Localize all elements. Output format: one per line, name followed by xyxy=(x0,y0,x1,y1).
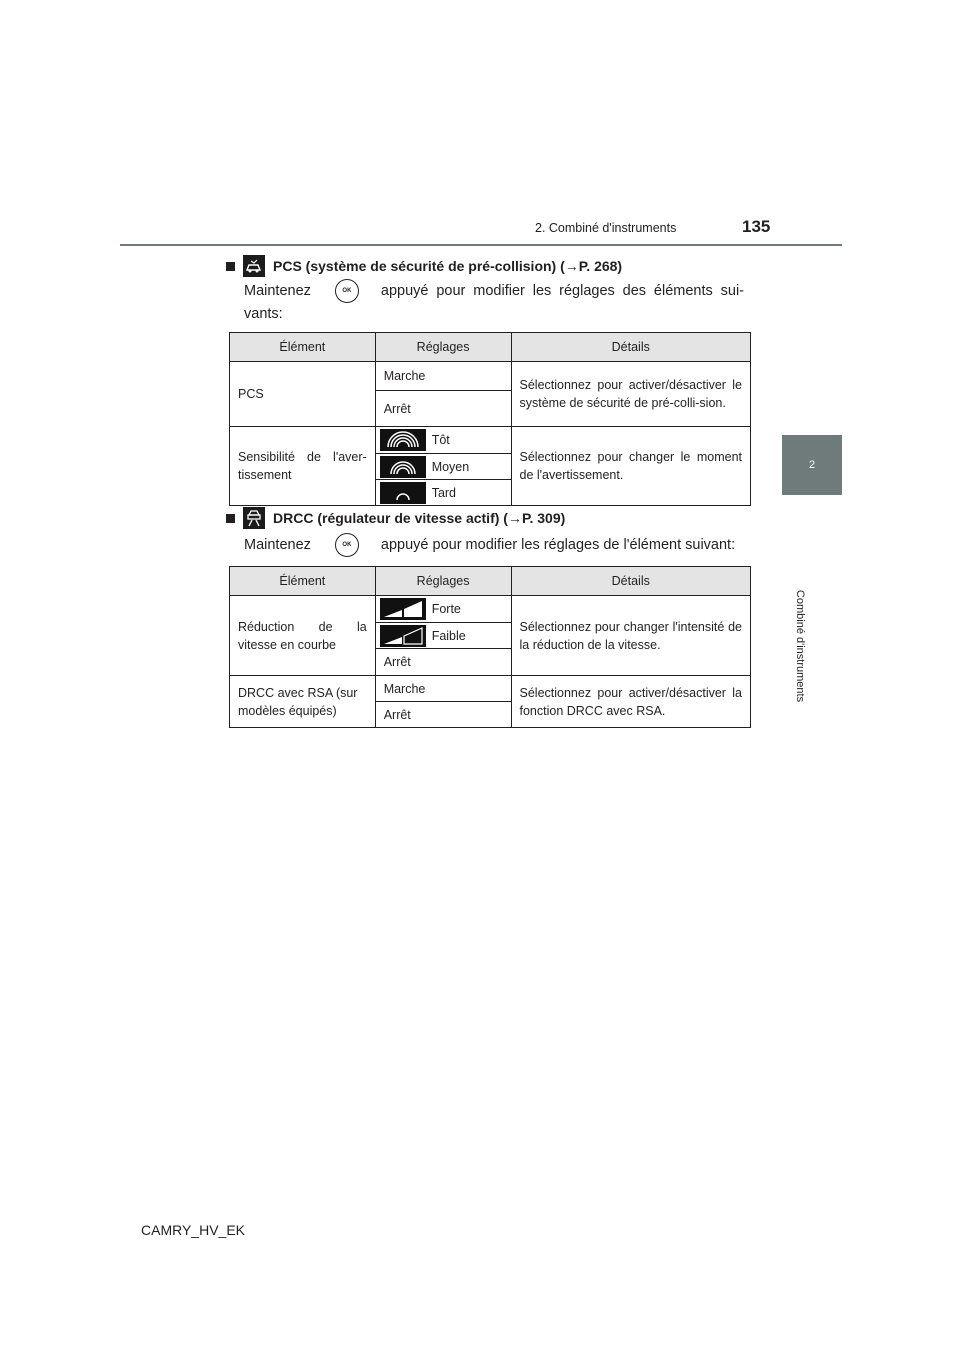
chapter-tab: 2 xyxy=(782,435,842,495)
col-header-details: Détails xyxy=(511,567,751,596)
details-pcs: Sélectionnez pour activer/désactiver le système de sécurité de pré-colli-sion. xyxy=(511,362,751,427)
header-rule xyxy=(120,244,842,246)
setting-forte-label: Forte xyxy=(431,602,461,616)
item-drcc-rsa: DRCC avec RSA (sur modèles équipés) xyxy=(230,676,376,728)
setting-forte xyxy=(375,596,511,623)
pcs-instruction xyxy=(244,279,744,325)
setting-faible xyxy=(375,623,511,649)
setting-tot-label: Tôt xyxy=(431,433,450,447)
bullet-square-icon xyxy=(226,514,235,523)
pcs-page-ref[interactable]: P. 268) xyxy=(578,258,623,274)
bullet-square-icon xyxy=(226,262,235,271)
setting-arret: Arrêt xyxy=(375,391,511,427)
item-sensibilite: Sensibilité de l'aver-tissement xyxy=(230,427,376,506)
strength-strong-icon xyxy=(380,598,426,620)
drcc-settings-table xyxy=(229,566,751,728)
drcc-car-icon xyxy=(243,507,265,529)
col-header-element: Élément xyxy=(230,567,376,596)
setting-arret: Arrêt xyxy=(375,702,511,728)
instr-rest: appuyé pour modifier les réglages des éléments sui- xyxy=(380,283,744,299)
item-pcs: PCS xyxy=(230,362,376,427)
strength-weak-icon xyxy=(380,625,426,647)
instr-cont: vants: xyxy=(244,306,283,322)
col-header-element: Élément xyxy=(230,333,376,362)
setting-tard-label: Tard xyxy=(431,485,457,500)
setting-tard xyxy=(375,480,511,506)
ok-button-icon: OK xyxy=(335,533,359,557)
setting-marche: Marche xyxy=(375,362,511,391)
pcs-heading xyxy=(226,255,622,277)
instr-rest: appuyé pour modifier les réglages de l'élément suivant: xyxy=(380,537,736,553)
setting-moyen xyxy=(375,454,511,480)
arrow-icon: → xyxy=(564,258,579,274)
setting-faible-label: Faible xyxy=(431,628,466,643)
pcs-car-icon xyxy=(243,255,265,277)
instr-maintenez: Maintenez xyxy=(244,537,311,553)
warning-early-icon xyxy=(380,429,426,451)
drcc-heading xyxy=(226,507,565,529)
drcc-title: DRCC (régulateur de vitesse actif) ( xyxy=(273,510,508,526)
pcs-title: PCS (système de sécurité de pré-collision) ( xyxy=(273,258,565,274)
setting-tot xyxy=(375,427,511,454)
item-reduction: Réduction de la vitesse en courbe xyxy=(230,596,376,676)
warning-medium-icon xyxy=(380,456,426,478)
details-drcc-rsa: Sélectionnez pour activer/désactiver la fonction DRCC avec RSA. xyxy=(511,676,751,728)
footer-model-code: CAMRY_HV_EK xyxy=(141,1222,246,1238)
ok-button-icon: OK xyxy=(335,279,359,303)
chapter-tab-label: Combiné d'instruments xyxy=(794,589,806,703)
page-number: 135 xyxy=(742,217,771,236)
arrow-icon: → xyxy=(507,510,522,526)
instr-maintenez: Maintenez xyxy=(244,283,311,299)
col-header-reglages: Réglages xyxy=(375,333,511,362)
col-header-details: Détails xyxy=(511,333,751,362)
drcc-page-ref[interactable]: P. 309) xyxy=(521,510,566,526)
details-sensibilite: Sélectionnez pour changer le moment de l'avertissement. xyxy=(511,427,751,506)
drcc-instruction xyxy=(244,533,744,557)
setting-moyen-label: Moyen xyxy=(431,459,470,474)
warning-late-icon xyxy=(380,482,426,504)
setting-marche: Marche xyxy=(375,676,511,702)
pcs-settings-table xyxy=(229,332,751,506)
details-reduction: Sélectionnez pour changer l'intensité de la réduction de la vitesse. xyxy=(511,596,751,676)
setting-arret: Arrêt xyxy=(375,649,511,676)
col-header-reglages: Réglages xyxy=(375,567,511,596)
running-header-section: 2. Combiné d'instruments xyxy=(535,221,677,235)
